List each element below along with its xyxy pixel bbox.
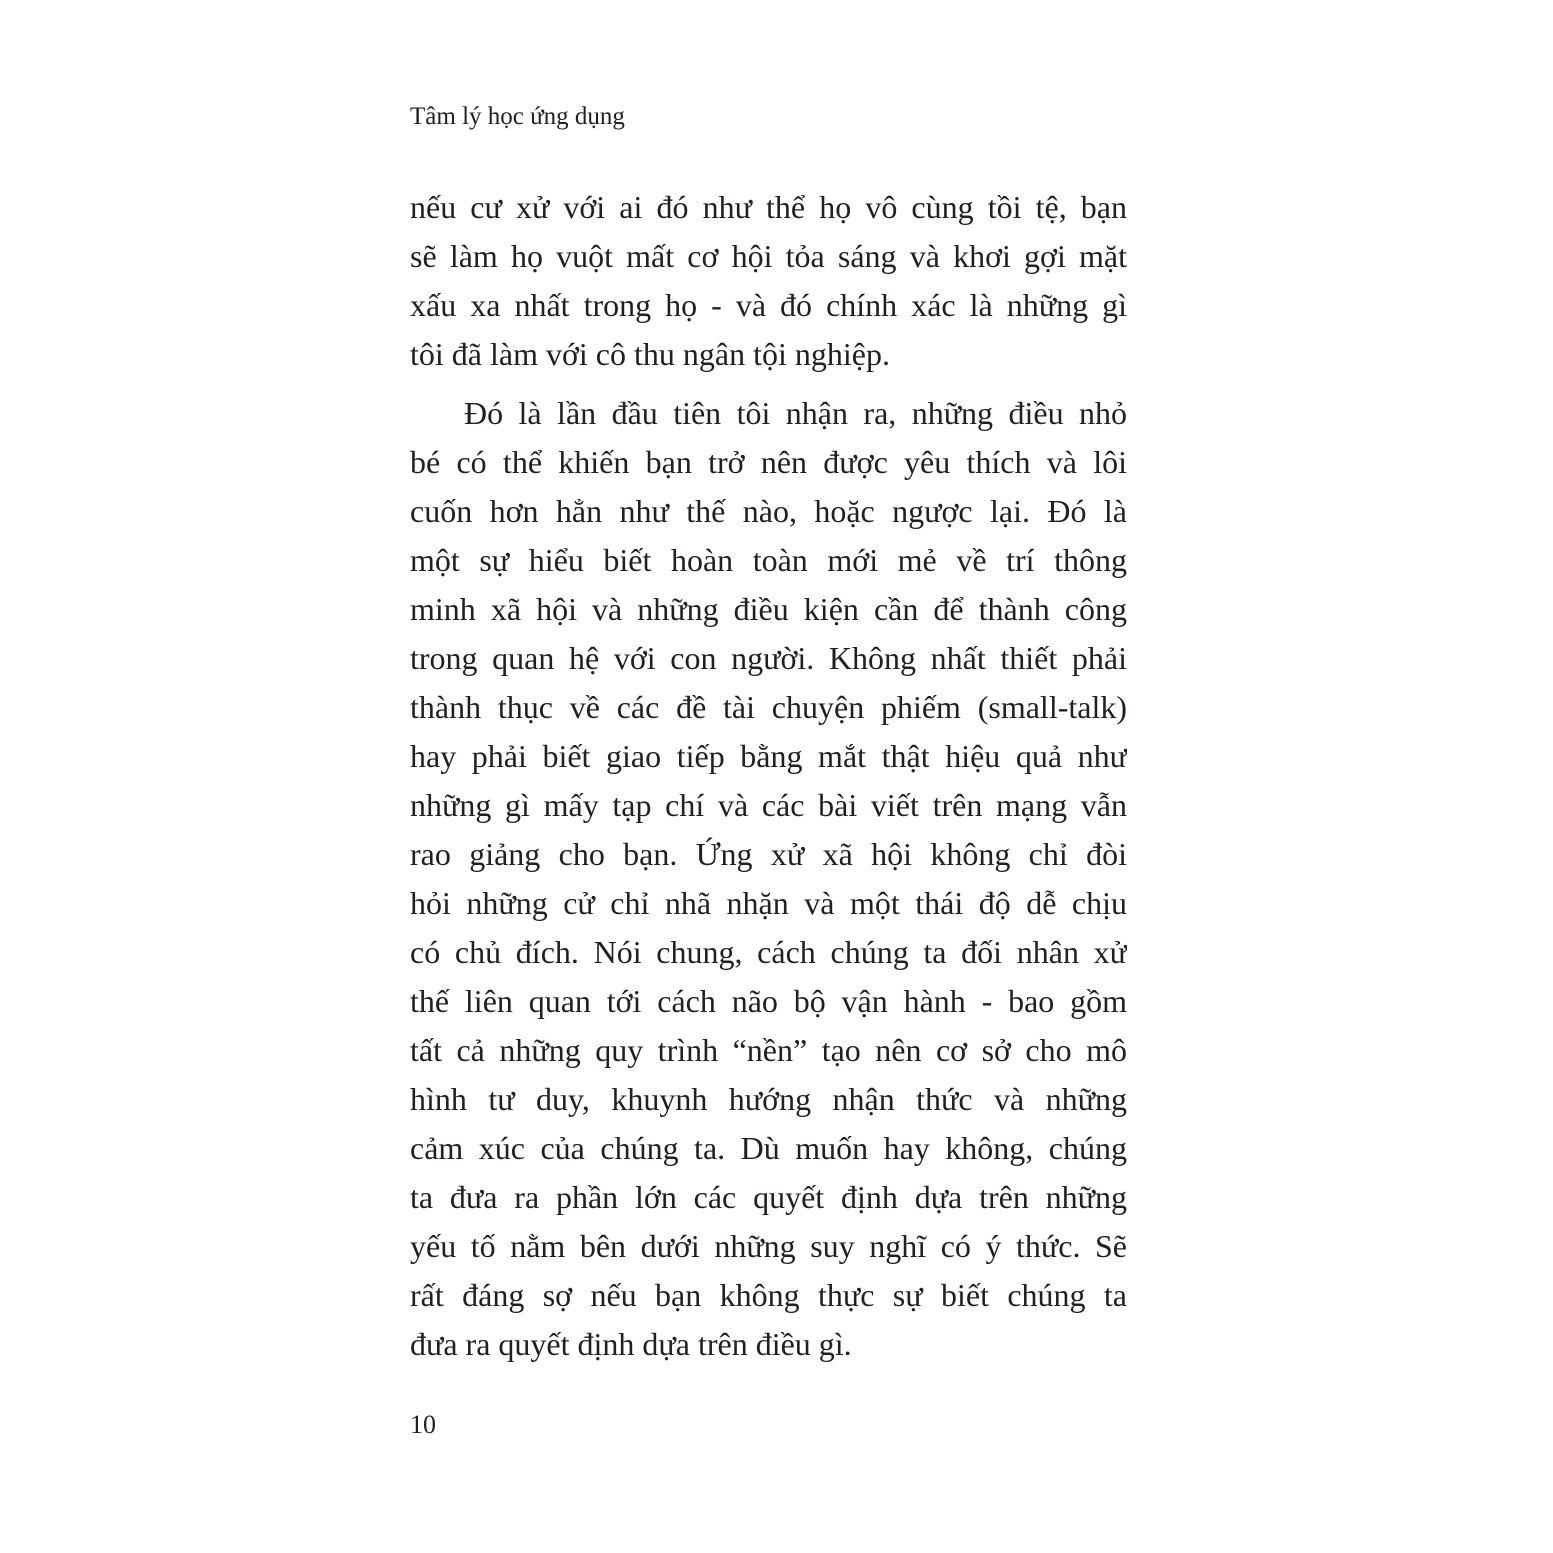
page-number: 10 — [410, 1410, 436, 1439]
text-line: tôi đã làm với cô thu ngân tội nghiệp. — [410, 336, 890, 372]
text-line: ta đưa ra phần lớn các quyết định dựa trên những — [410, 1179, 1127, 1215]
text-line: một sự hiểu biết hoàn toàn mới mẻ về trí thông — [410, 542, 1127, 578]
text-line: hỏi những cử chỉ nhã nhặn và một thái độ dễ chịu — [410, 885, 1127, 921]
text-line: cảm xúc của chúng ta. Dù muốn hay không, chúng — [410, 1130, 1127, 1166]
text-line: trong quan hệ với con người. Không nhất thiết phải — [410, 640, 1127, 676]
text-line: đưa ra quyết định dựa trên điều gì. — [410, 1326, 852, 1362]
text-line: nếu cư xử với ai đó như thể họ vô cùng tồi tệ, bạn — [410, 189, 1127, 225]
text-line: rao giảng cho bạn. Ứng xử xã hội không chỉ đòi — [410, 836, 1127, 872]
text-line: hình tư duy, khuynh hướng nhận thức và những — [410, 1081, 1127, 1117]
text-line: những gì mấy tạp chí và các bài viết trên mạng vẫn — [410, 787, 1127, 823]
paragraph — [410, 183, 1127, 379]
text-line: bé có thể khiến bạn trở nên được yêu thích và lôi — [410, 444, 1127, 480]
text-line: xấu xa nhất trong họ - và đó chính xác là những gì — [410, 287, 1127, 323]
text-line: thế liên quan tới cách não bộ vận hành - bao gồm — [410, 983, 1127, 1019]
page-body — [410, 183, 1127, 1369]
text-line: tất cả những quy trình “nền” tạo nên cơ sở cho mô — [410, 1032, 1127, 1068]
text-line: minh xã hội và những điều kiện cần để thành công — [410, 591, 1127, 627]
text-line: rất đáng sợ nếu bạn không thực sự biết chúng ta — [410, 1277, 1127, 1313]
text-line: có chủ đích. Nói chung, cách chúng ta đối nhân xử — [410, 934, 1127, 970]
text-line: cuốn hơn hẳn như thế nào, hoặc ngược lại. Đó là — [410, 493, 1127, 529]
text-line: Đó là lần đầu tiên tôi nhận ra, những điều nhỏ — [464, 395, 1127, 431]
paragraph — [410, 389, 1127, 1369]
text-line: thành thục về các đề tài chuyện phiếm (small-talk) — [410, 689, 1127, 725]
text-line: hay phải biết giao tiếp bằng mắt thật hiệu quả như — [410, 738, 1127, 774]
text-line: yếu tố nằm bên dưới những suy nghĩ có ý thức. Sẽ — [410, 1228, 1127, 1264]
running-header: Tâm lý học ứng dụng — [410, 103, 625, 130]
text-line: sẽ làm họ vuột mất cơ hội tỏa sáng và khơi gợi mặt — [410, 238, 1127, 274]
